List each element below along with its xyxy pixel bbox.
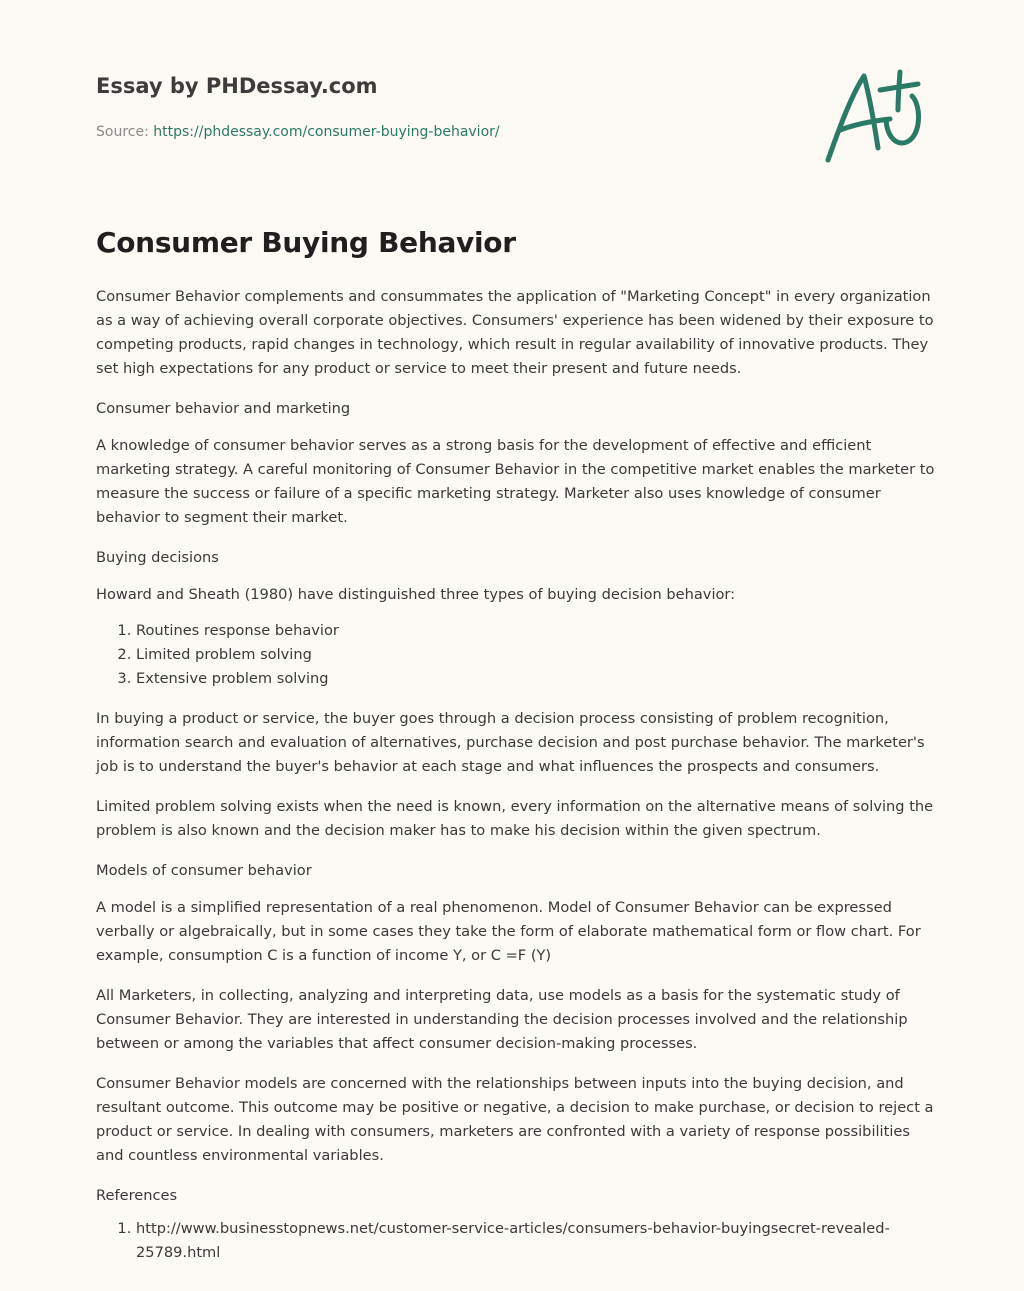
source-link[interactable]: https://phdessay.com/consumer-buying-behavior/ — [153, 124, 500, 140]
buying-types-list — [96, 619, 938, 691]
site-brand: Essay by PHDessay.com — [96, 74, 378, 98]
paragraph-model-relationships: Consumer Behavior models are concerned with the relationships between inputs into the buying decision, and resultant outcome. This outcome may be positive or negative, a decision to make purchase, or decision to reject a product or service. In dealing with consumers, marketers are confronted with a variety of response possibilities and countless environmental variables. — [96, 1075, 934, 1164]
list-item: 2. Limited problem solving — [136, 643, 938, 667]
paragraph-model-definition: A model is a simplified representation of a real phenomenon. Model of Consumer Behavior can be expressed verbally or algebraically, but in some cases they take the form of elaborate mathematical form or flow chart. For example, consumption C is a function of income Y, or C =F (Y) — [96, 899, 921, 964]
list-item: 3. Extensive problem solving — [136, 667, 938, 691]
subheading-references: References — [96, 1187, 178, 1204]
paragraph-marketers-models: All Marketers, in collecting, analyzing and interpreting data, use models as a basis for the systematic study of Consumer Behavior. They are interested in understanding the decision processes involved and the relationship between or among the variables that affect consumer decision-making processes. — [96, 987, 908, 1052]
essay-title: Consumer Buying Behavior — [96, 226, 516, 259]
source-label: Source: — [96, 124, 154, 140]
paragraph-intro: Consumer Behavior complements and consummates the application of "Marketing Concept" in every organization as a way of achieving overall corporate objectives. Consumers' experience has been widened by their exposure to competing products, rapid changes in technology, which result in regular availability of innovative products. They set high expectations for any product or service to meet their present and future needs. — [96, 288, 934, 377]
paragraph-decision-process: In buying a product or service, the buyer goes through a decision process consisting of problem recognition, information search and evaluation of alternatives, purchase decision and post purchase behavior. The marketer's job is to understand the buyer's behavior at each stage and what influences the prospects and consumers. — [96, 710, 925, 775]
paragraph-marketing: A knowledge of consumer behavior serves as a strong basis for the development of effective and efficient marketing strategy. A careful monitoring of Consumer Behavior in the competitive market enables the marketer to measure the success or failure of a specific marketing strategy. Marketer also uses knowledge of consumer behavior to segment their market. — [96, 437, 935, 526]
paragraph-limited-solving: Limited problem solving exists when the need is known, every information on the alternative means of solving the problem is also known and the decision maker has to make his decision within the given spectrum. — [96, 798, 934, 839]
essay-body — [96, 285, 938, 1281]
subheading-marketing: Consumer behavior and marketing — [96, 400, 351, 417]
source-line — [96, 124, 500, 140]
list-item: 1. Routines response behavior — [136, 619, 938, 643]
subheading-buying-decisions: Buying decisions — [96, 549, 219, 566]
paragraph-buying-types: Howard and Sheath (1980) have distinguished three types of buying decision behavior: — [96, 586, 736, 603]
subheading-models: Models of consumer behavior — [96, 862, 312, 879]
a-plus-logo-icon — [818, 64, 930, 168]
references-list — [96, 1217, 938, 1265]
reference-item[interactable]: 1. http://www.businesstopnews.net/customer-service-articles/consumers-behavior-buyingsecret-revealed-25789.html — [136, 1217, 938, 1265]
